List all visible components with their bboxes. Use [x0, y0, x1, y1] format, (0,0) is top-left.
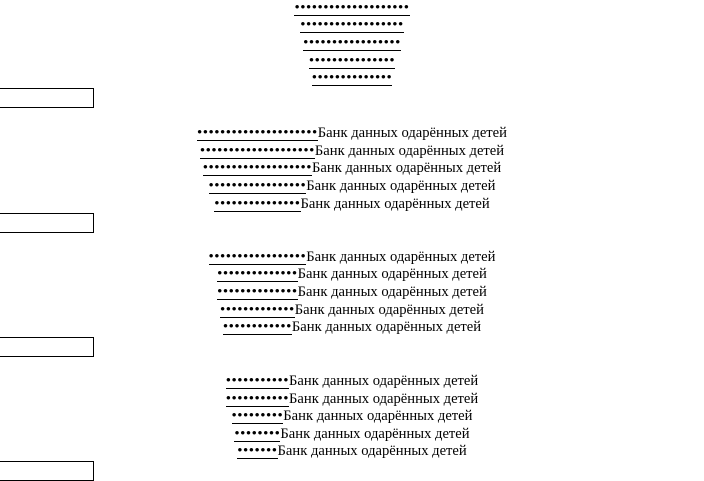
crumb-text: Банк данных одарённых детей: [314, 143, 505, 159]
breadcrumb-line: •••••••••Банк данных одарённых детей: [231, 408, 473, 424]
breadcrumb-line: •••••••••••Банк данных одарённых детей: [225, 373, 479, 389]
breadcrumb-line: •••••••••••••••••Банк данных одарённых детей: [208, 178, 496, 194]
breadcrumb-line: •••••••••••••••••••••Банк данных одарённых детей: [197, 125, 507, 141]
header-line: ••••••••••••••••••••: [294, 0, 410, 16]
header-line: •••••••••••••••: [308, 53, 396, 69]
crumb-text: Банк данных одарённых детей: [289, 373, 479, 389]
margin-box: [0, 88, 94, 108]
breadcrumb-line: ••••••••••••••Банк данных одарённых детей: [217, 284, 487, 300]
breadcrumb-line: •••••••••••••Банк данных одарённых детей: [220, 302, 484, 318]
crumb-text: Банк данных одарённых детей: [289, 391, 479, 407]
breadcrumb-line: •••••••••••••••Банк данных одарённых детей: [214, 196, 490, 212]
crumb-text: Банк данных одарённых детей: [283, 408, 473, 424]
breadcrumb-line: ••••••••••••••••••••Банк данных одарённых детей: [199, 143, 505, 159]
breadcrumb-line: •••••••••••••••••Банк данных одарённых детей: [208, 249, 496, 265]
margin-box: [0, 337, 94, 357]
crumb-text: Банк данных одарённых детей: [297, 266, 487, 282]
breadcrumb-line: •••••••••••Банк данных одарённых детей: [225, 391, 479, 407]
crumb-text: Банк данных одарённых детей: [300, 196, 490, 212]
breadcrumb-line: ••••••••Банк данных одарённых детей: [234, 426, 470, 442]
breadcrumb-line: •••••••••••••••••••Банк данных одарённых детей: [202, 160, 502, 176]
crumb-text: Банк данных одарённых детей: [280, 426, 470, 442]
header-line: ••••••••••••••: [311, 70, 393, 86]
crumb-text: Банк данных одарённых детей: [297, 284, 487, 300]
breadcrumb-line: •••••••Банк данных одарённых детей: [237, 443, 467, 459]
crumb-text: Банк данных одарённых детей: [306, 178, 496, 194]
crumb-text: Банк данных одарённых детей: [306, 249, 496, 265]
crumb-text: Банк данных одарённых детей: [317, 125, 507, 141]
crumb-text: Банк данных одарённых детей: [294, 302, 484, 318]
breadcrumb-line: ••••••••••••Банк данных одарённых детей: [222, 319, 482, 335]
header-line: •••••••••••••••••: [303, 35, 401, 51]
margin-box: [0, 461, 94, 481]
breadcrumb-line: ••••••••••••••Банк данных одарённых детей: [217, 266, 487, 282]
header-line: ••••••••••••••••••: [300, 17, 404, 33]
crumb-text: Банк данных одарённых детей: [312, 160, 502, 176]
crumb-text: Банк данных одарённых детей: [277, 443, 467, 459]
crumb-text: Банк данных одарённых детей: [291, 319, 482, 335]
margin-box: [0, 213, 94, 233]
